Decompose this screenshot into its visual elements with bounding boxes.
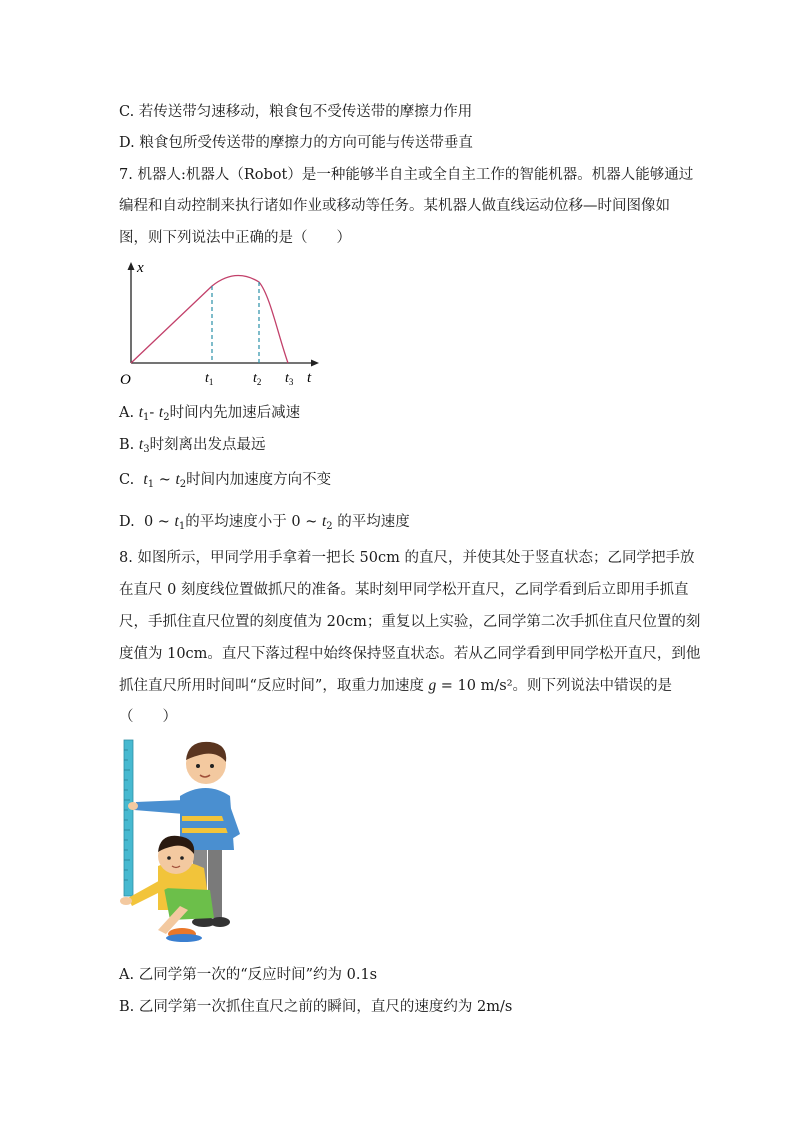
displacement-time-graph: [115, 255, 325, 390]
q6-option-c: C. 若传送带匀速移动，粮食包不受传送带的摩擦力作用: [119, 104, 473, 120]
x-axis-arrow: [128, 262, 135, 270]
q6-option-d: D. 粮食包所受传送带的摩擦力的方向可能与传送带垂直: [119, 135, 473, 151]
q8-stem-line-6: （ ）: [119, 709, 177, 725]
ruler-experiment-illustration: [118, 738, 248, 950]
ruler: [124, 740, 133, 896]
q8-stem-line-3: 尺，手抓住直尺位置的刻度值为 20cm；重复以上实验，乙同学第二次手抓住直尺位置的刻: [119, 614, 701, 630]
q8-stem-line-5: 抓住直尺所用时间叫“反应时间”，取重力加速度 g = 10 m/s²。则下列说法中错误的是: [119, 677, 673, 694]
q8-option-b: B. 乙同学第一次抓住直尺之前的瞬间，直尺的速度约为 2m/s: [119, 999, 513, 1015]
q7-option-d: D. 0 ~ $t_1$的平均速度小于 0 ~ $t_2$ 的平均速度: [119, 513, 410, 532]
t1-label: $t_1$: [205, 371, 214, 387]
t-axis-arrow: [311, 360, 319, 367]
q7-option-a: A. $t_1-$ $t_2$时间内先加速后减速: [119, 404, 301, 423]
q8-stem-line-1: 8. 如图所示，甲同学用手拿着一把长 50cm 的直尺，并使其处于竖直状态；乙同学把手放: [119, 550, 695, 566]
t2-label: $t_2$: [253, 371, 262, 387]
q7-stem-line-1: 7. 机器人:机器人（Robot）是一种能够半自主或全自主工作的智能机器。机器人能够通过: [119, 167, 694, 183]
q7-option-c: C. $t_1$ ~ $t_2$时间内加速度方向不变: [119, 471, 332, 490]
q7-stem-line-2: 编程和自动控制来执行诸如作业或移动等任务。某机器人做直线运动位移—时间图像如: [119, 198, 670, 214]
xt-curve: [131, 276, 288, 363]
q8-stem-line-2: 在直尺 0 刻度线位置做抓尺的准备。某时刻甲同学松开直尺，乙同学看到后立即用手抓直: [119, 582, 689, 598]
q8-stem-line-4: 度值为 10cm。直尺下落过程中始终保持竖直状态。若从乙同学看到甲同学松开直尺，到他: [119, 646, 701, 662]
origin-label: O: [120, 372, 131, 388]
t-axis-label: t: [307, 370, 312, 386]
t3-label: $t_3$: [285, 371, 294, 387]
q8-option-a: A. 乙同学第一次的“反应时间”约为 0.1s: [119, 967, 378, 983]
q7-stem-line-3: 图，则下列说法中正确的是（ ）: [119, 230, 351, 246]
q7-option-b: B. $t_3$时刻离出发点最远: [119, 436, 266, 455]
x-axis-label: x: [137, 260, 144, 276]
